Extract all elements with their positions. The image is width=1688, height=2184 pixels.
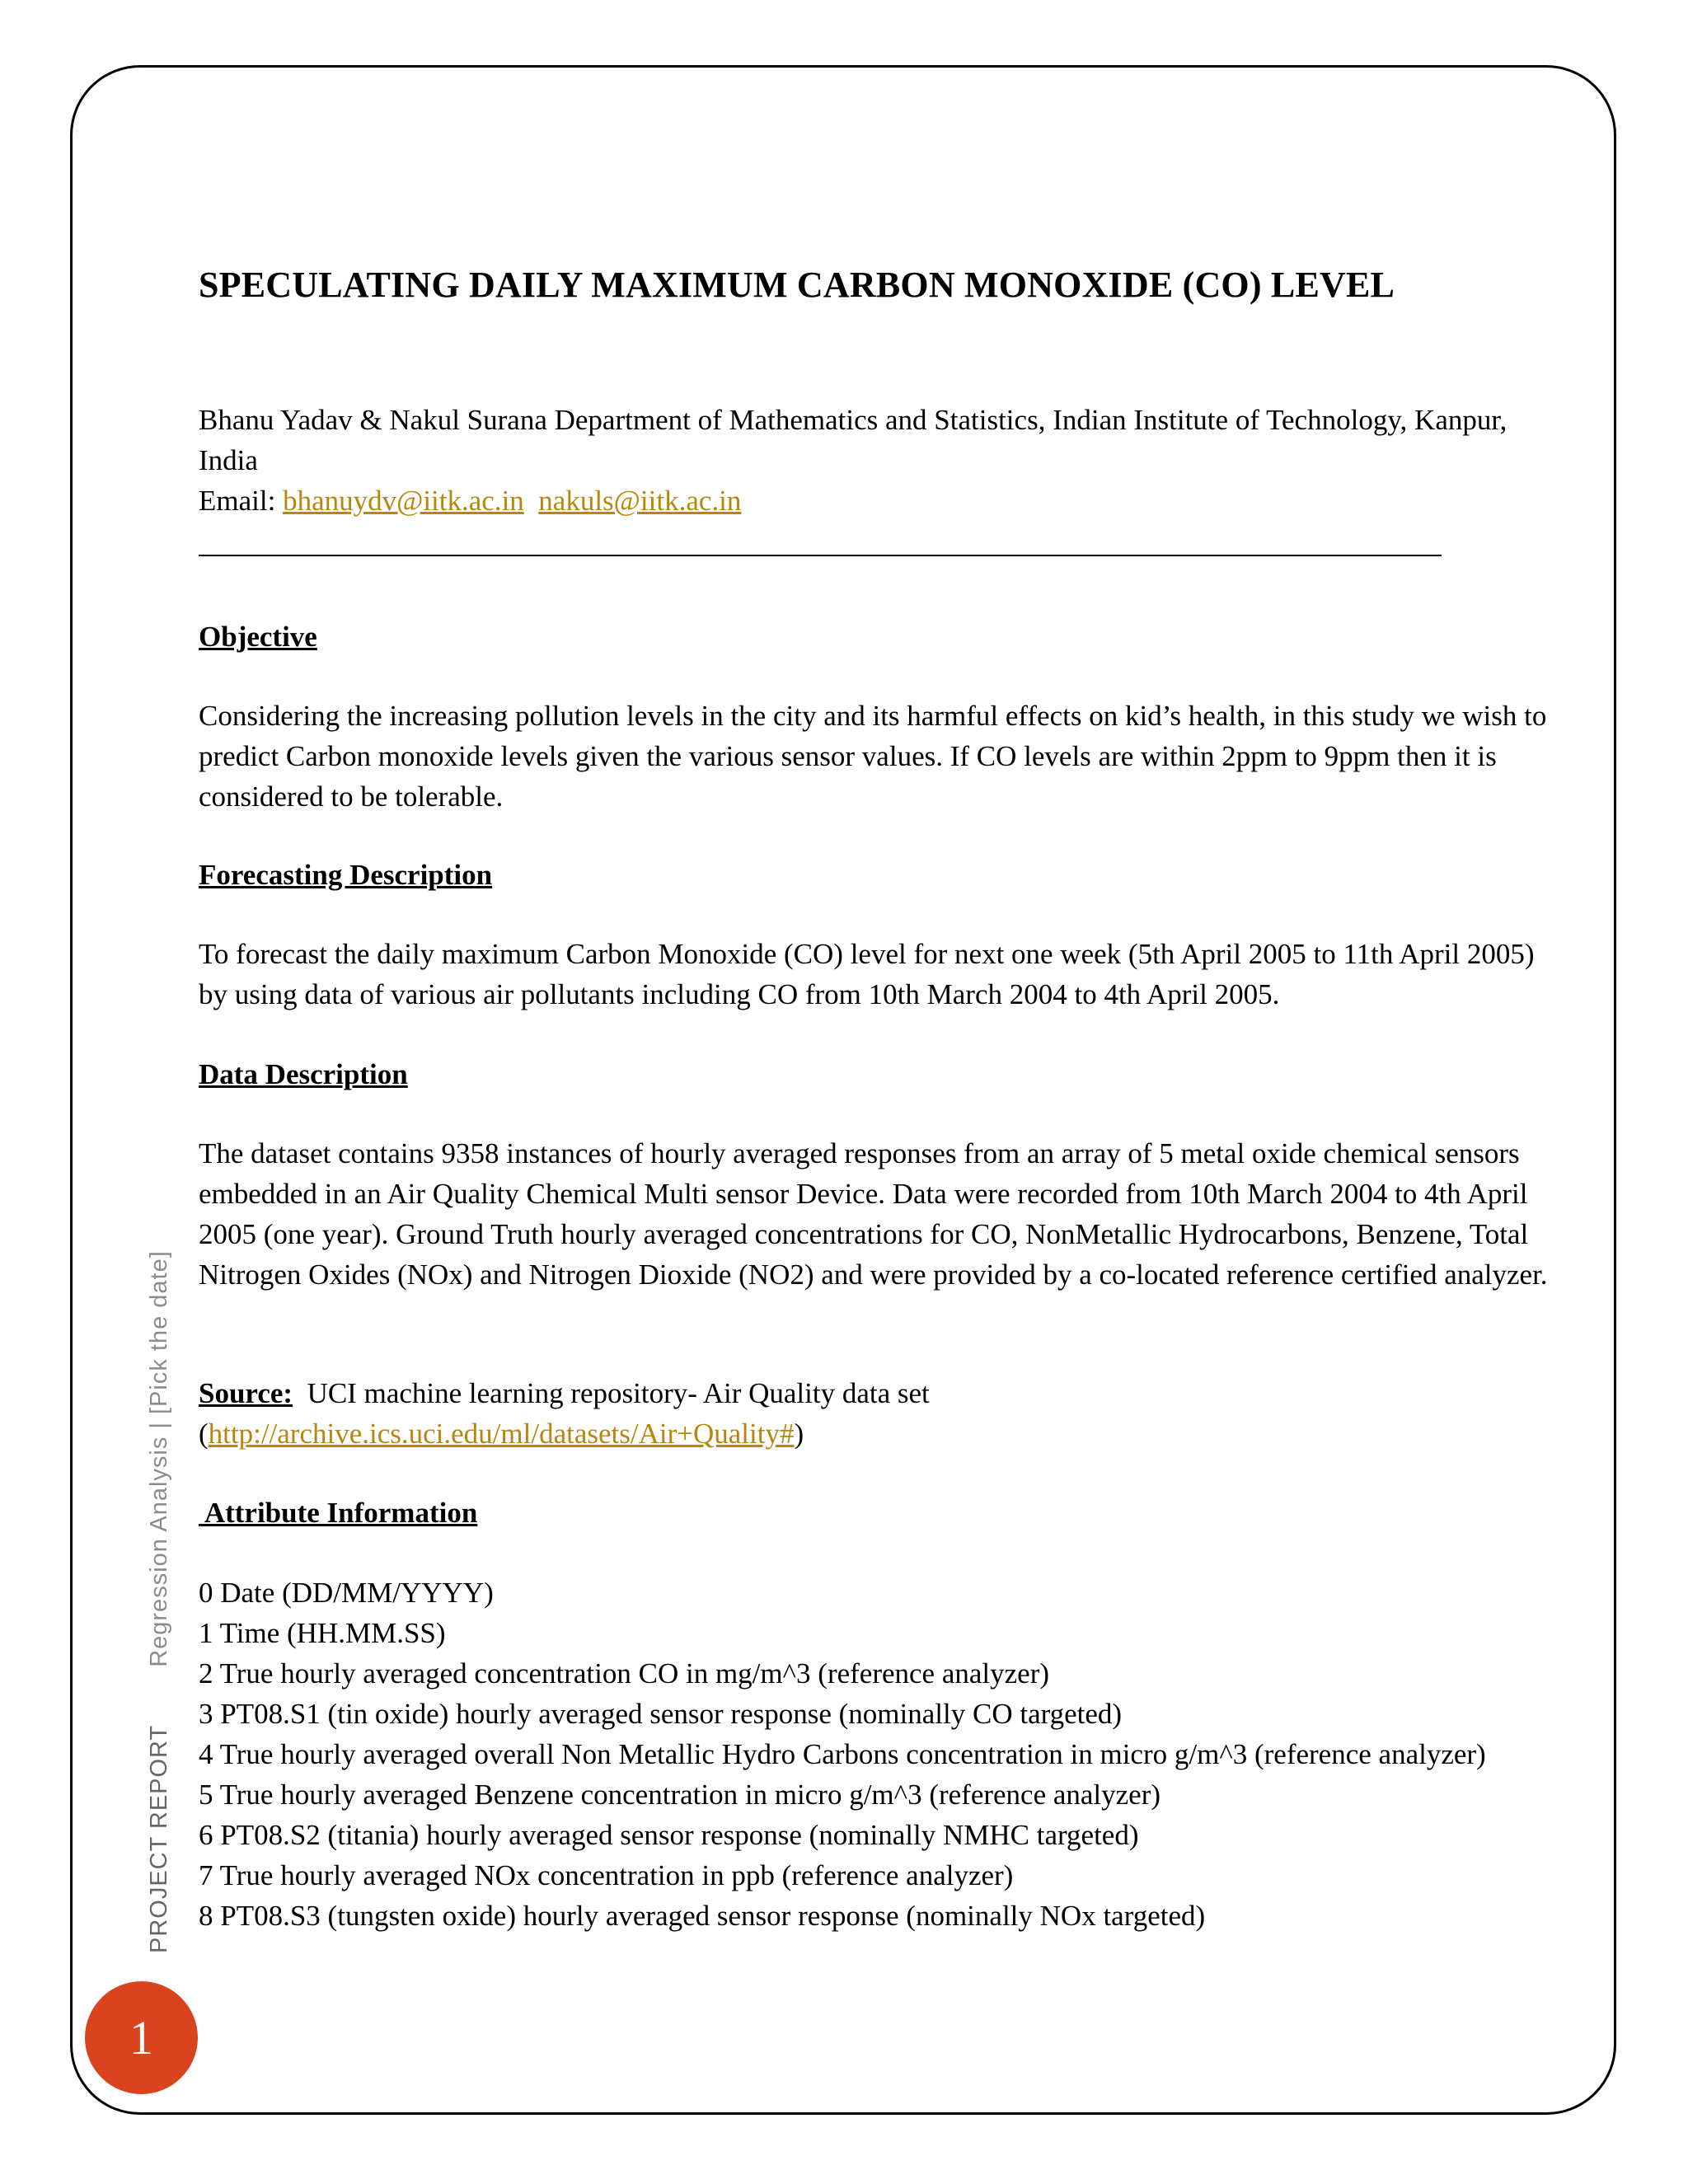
list-item: 7 True hourly averaged NOx concentration in ppb (reference analyzer) [199, 1859, 1014, 1891]
email-link-bhanu[interactable]: bhanuydv@iitk.ac.in [283, 485, 524, 517]
source-text: UCI machine learning repository- Air Quality data set [293, 1377, 930, 1409]
objective-heading: Objective [199, 621, 317, 653]
list-item: 6 PT08.S2 (titania) hourly averaged sensor response (nominally NMHC targeted) [199, 1819, 1139, 1851]
sidebar-subtitle: Regression Analysis | [Pick the date] [146, 1250, 172, 1667]
sidebar-project-report: PROJECT REPORT [146, 1724, 172, 1953]
data-description-text: The dataset contains 9358 instances of hourly averaged responses from an array of 5 metal oxide chemical sensors embedded in an Air Quality Chemical Multi sensor Device. Data were recorded from 10th March 2004 to 4th April 2005 (one year). Ground Truth hourly averaged concentrations for CO, NonMetallic Hydrocarbons, Benzene, Total Nitrogen Oxides (NOx) and Nitrogen Dioxide (NO2) and were provided by a co-located reference certified analyzer. [199, 1137, 1548, 1291]
attribute-heading: Attribute Information [199, 1497, 478, 1529]
list-item: 3 PT08.S1 (tin oxide) hourly averaged sensor response (nominally CO targeted) [199, 1698, 1123, 1730]
forecasting-text: To forecast the daily maximum Carbon Monoxide (CO) level for next one week (5th April 2005 to 11th April 2005) by using data of various air pollutants including CO from 10th March 2004 to 4th April 2005. [199, 938, 1535, 1010]
email-label: Email: [199, 485, 284, 517]
objective-text: Considering the increasing pollution levels in the city and its harmful effects on kid’s health, in this study we wish to predict Carbon monoxide levels given the various sensor values. If CO levels are within 2ppm to 9ppm then it is considered to be tolerable. [199, 700, 1547, 813]
list-item: 8 PT08.S3 (tungsten oxide) hourly averaged sensor response (nominally NOx targeted) [199, 1900, 1206, 1932]
source-block: Source: UCI machine learning repository- Air Quality data set (http://archive.ics.uci.edu/ml/datasets/Air+Quality#) [199, 1377, 930, 1450]
source-url-link[interactable]: http://archive.ics.uci.edu/ml/datasets/Air+Quality# [208, 1418, 795, 1450]
sidebar-vertical-text [146, 1250, 173, 1953]
source-label: Source: [199, 1377, 293, 1409]
author-affiliation: Bhanu Yadav & Nakul Surana Department of Mathematics and Statistics, Indian Institute of Technology, Kanpur, India [199, 404, 1507, 476]
email-link-nakul[interactable]: nakuls@iitk.ac.in [538, 485, 742, 517]
list-item: 0 Date (DD/MM/YYYY) [199, 1577, 494, 1609]
attribute-list [199, 1572, 1550, 1936]
list-item: 1 Time (HH.MM.SS) [199, 1617, 446, 1649]
list-item: 4 True hourly averaged overall Non Metallic Hydro Carbons concentration in micro g/m^3 (reference analyzer) [199, 1738, 1486, 1770]
page-number-badge: 1 [85, 1981, 198, 2094]
list-item: 2 True hourly averaged concentration CO in mg/m^3 (reference analyzer) [199, 1657, 1050, 1690]
horizontal-rule [199, 555, 1442, 556]
data-description-heading: Data Description [199, 1058, 408, 1090]
list-item: 5 True hourly averaged Benzene concentration in micro g/m^3 (reference analyzer) [199, 1779, 1161, 1811]
author-block [199, 400, 1550, 521]
document-title: SPECULATING DAILY MAXIMUM CARBON MONOXIDE (CO) LEVEL [199, 265, 1395, 305]
forecasting-heading: Forecasting Description [199, 859, 493, 891]
